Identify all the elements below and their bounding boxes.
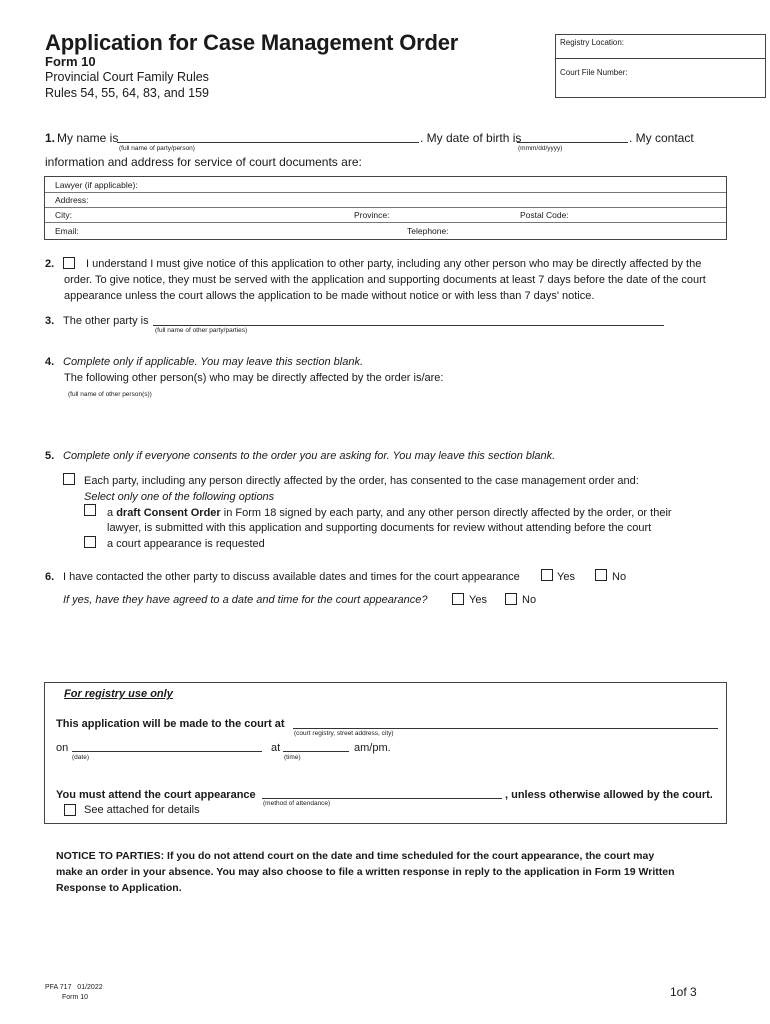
notice-to-parties [56,848,716,896]
on-label: on [56,742,69,754]
section-1-number: 1. [45,131,56,145]
agreed-date-question: If yes, have they have agreed to a date and time for the court appearance? [63,594,428,606]
form-title: Application for Case Management Order [45,30,459,55]
ampm-label: am/pm. [354,742,391,754]
contacted-no-label: No [612,571,627,583]
lawyer-row[interactable] [45,177,726,193]
notice-checkbox[interactable] [63,257,75,269]
appearance-time-field[interactable] [283,751,349,752]
see-attached-checkbox[interactable] [64,804,76,816]
address-label: Address: [55,195,89,205]
email-row[interactable] [45,223,726,238]
agreed-yes-checkbox[interactable] [452,593,464,605]
other-party-field[interactable] [153,325,664,326]
draft-consent-bold: draft Consent Order [116,507,221,519]
unless-allowed-text: , unless otherwise allowed by the court. [505,789,713,801]
registry-box [555,34,766,98]
see-attached-label: See attached for details [84,804,200,816]
registry-use-box [44,682,727,824]
dob-hint: (mmm/dd/yyyy) [518,145,563,152]
appearance-time-hint: (time) [284,754,301,761]
section-2-number: 2. [45,258,55,270]
court-location-field[interactable] [293,728,718,729]
select-one-instruction: Select only one of the following options [84,491,275,503]
notice-line1: NOTICE TO PARTIES: If you do not attend court on the date and time scheduled for the court appearance, the court may [56,850,655,862]
court-location-hint: (court registry, street address, city) [294,730,394,737]
form-subtitle-rule-numbers: Rules 54, 55, 64, 83, and 159 [45,86,210,100]
draft-consent-a: a [107,507,114,519]
court-appearance-text: a court appearance is requested [107,538,265,550]
draft-consent-order-text-line2: lawyer, is submitted with this application and supporting documents for review without attending before the court [107,522,652,534]
notice-line2: make an order in your absence. You may also choose to file a written response in reply to the application in Form 19 Written [56,866,675,878]
attendance-method-field[interactable] [262,798,502,799]
affected-persons-hint: (full name of other person(s)) [68,391,152,398]
notice-text-line1: I understand I must give notice of this application to other party, including any other person who may be directly affected by the [86,258,702,270]
page-number: 1of 3 [670,985,697,999]
draft-consent-order-text [107,507,672,519]
city-label: City: [55,210,72,220]
section-3-number: 3. [45,315,55,327]
other-party-hint: (full name of other party/parties) [155,327,248,334]
made-to-court-label: This application will be made to the court at [56,718,285,730]
contact-info-table [44,176,727,240]
telephone-label: Telephone: [407,226,449,236]
notice-text-line3: appearance unless the court allows the application to be made without notice or with less than 7 days' notice. [64,290,595,302]
notice-line3: Response to Application. [56,882,182,894]
dob-label: . My date of birth is [420,131,522,145]
must-attend-label: You must attend the court appearance [56,789,256,801]
my-name-label: My name is [57,131,119,145]
at-label: at [271,742,281,754]
draft-consent-order-checkbox[interactable] [84,504,96,516]
form-subtitle-rules: Provincial Court Family Rules [45,70,209,84]
footer-form-code: PFA 717 01/2022 [45,984,103,991]
registry-divider [556,58,765,59]
attendance-method-hint: (method of attendance) [263,800,331,807]
other-party-label: The other party is [63,315,149,327]
party-name-hint: (full name of party/person) [119,145,195,152]
notice-text-line2: order. To give notice, they must be served with the application and supporting documents at least 7 days before the date of the court [64,274,706,286]
registry-use-heading: For registry use only [64,688,173,700]
contact-info-intro: information and address for service of court documents are: [45,155,362,169]
lawyer-label: Lawyer (if applicable): [55,180,138,190]
contacted-yes-checkbox[interactable] [541,569,553,581]
agreed-no-label: No [522,594,537,606]
consent-checkbox[interactable] [63,473,75,485]
consent-text: Each party, including any person directly affected by the order, has consented to the case management order and: [84,475,639,487]
dob-field[interactable] [517,142,628,143]
footer-form-number: Form 10 [62,994,89,1001]
appearance-date-field[interactable] [72,751,262,752]
section-4-instruction: Complete only if applicable. You may leave this section blank. [63,356,364,368]
registry-location-label: Registry Location: [560,38,625,47]
appearance-date-hint: (date) [72,754,89,761]
contacted-no-checkbox[interactable] [595,569,607,581]
contacted-other-party-text: I have contacted the other party to discuss available dates and times for the court appearance [63,571,520,583]
section-4-number: 4. [45,356,55,368]
address-row[interactable] [45,192,726,208]
agreed-yes-label: Yes [469,594,487,606]
court-appearance-checkbox[interactable] [84,536,96,548]
city-row[interactable] [45,207,726,223]
contacted-yes-label: Yes [557,571,575,583]
party-name-field[interactable] [117,142,419,143]
section-5-instruction: Complete only if everyone consents to the order you are asking for. You may leave this section blank. [63,450,556,462]
contact-label: . My contact [629,131,694,145]
province-label: Province: [354,210,390,220]
email-label: Email: [55,226,79,236]
agreed-no-checkbox[interactable] [505,593,517,605]
affected-persons-label: The following other person(s) who may be directly affected by the order is/are: [64,372,444,384]
section-6-number: 6. [45,571,55,583]
section-5-number: 5. [45,450,55,462]
form-number: Form 10 [45,54,96,69]
postal-code-label: Postal Code: [520,210,569,220]
draft-consent-rest: in Form 18 signed by each party, and any other person directly affected by the order, or their [223,507,672,519]
court-file-number-label: Court File Number: [560,68,628,77]
